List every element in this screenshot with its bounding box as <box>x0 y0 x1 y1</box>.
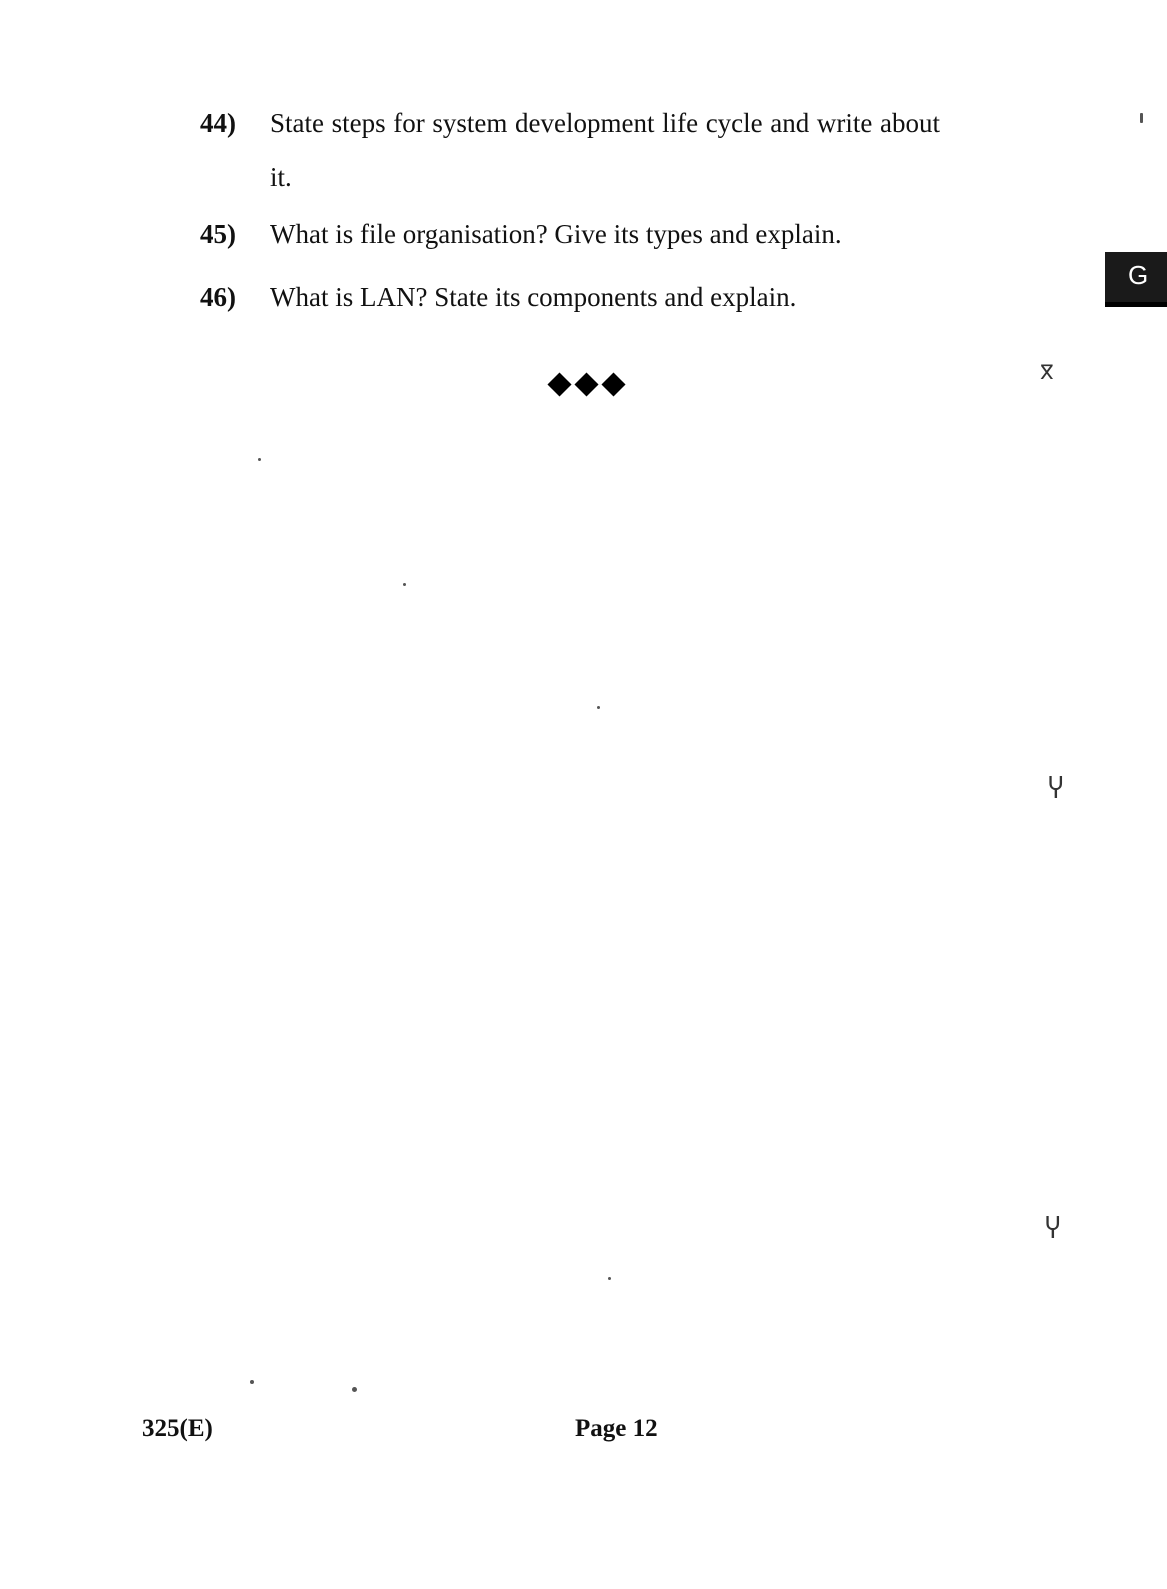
scan-speck <box>608 1277 611 1280</box>
question-number: 46) <box>200 282 236 312</box>
question-text: State steps for system development life cycle and write about it. <box>270 108 940 192</box>
side-tab-letter: G <box>1128 260 1149 290</box>
end-ornament <box>548 372 625 397</box>
scan-speck <box>250 1380 254 1384</box>
scan-speck <box>258 458 261 461</box>
scribble-mark: ⴳ <box>1040 360 1054 384</box>
scribble-mark: Ⴤ <box>1045 1215 1061 1245</box>
page-number: Page 12 <box>575 1415 658 1442</box>
question-text: What is file organisation? Give its types and explain. <box>270 219 842 249</box>
paper-code: 325(E) <box>142 1415 213 1442</box>
scan-speck <box>352 1387 357 1392</box>
scan-speck <box>1140 113 1143 123</box>
question-number: 44) <box>200 108 236 138</box>
scan-speck <box>597 706 600 709</box>
question-number: 45) <box>200 219 236 249</box>
diamond-icon <box>574 372 598 396</box>
question-text: What is LAN? State its components and explain. <box>270 282 797 312</box>
scan-speck <box>403 583 406 586</box>
scribble-mark: Ⴤ <box>1048 775 1064 805</box>
diamond-icon <box>601 372 625 396</box>
diamond-icon <box>547 372 571 396</box>
